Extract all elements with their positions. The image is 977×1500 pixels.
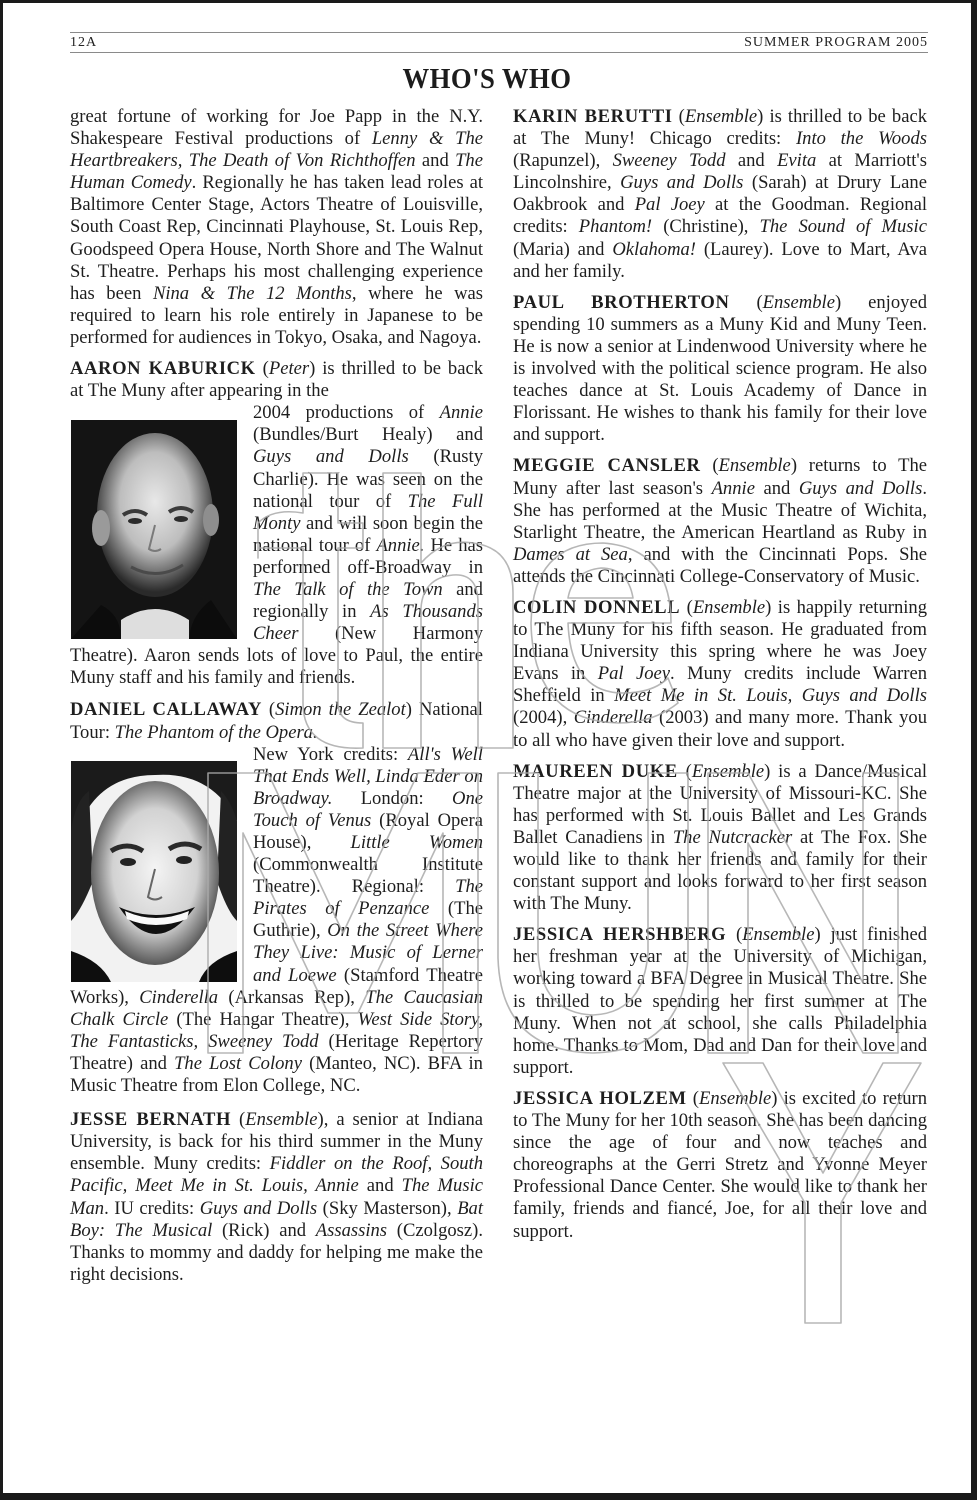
bio-text: just finished her freshman year at the University of Michigan, working toward a BFA Degree in Musical Theatre. She is thrilled to be spending her first summer at The Muny. When not at school, she calls Philadelphia home. Thanks to Mom, Dad and Dan for their love and support. xyxy=(513,924,927,1078)
italic-title: Guys and Dolls xyxy=(798,477,923,499)
bio-jesse-bernath: JESSE BERNATH (Ensemble), a senior at Indiana University, is back for his third summer in the Muny ensemble. Muny credits: Fiddler on the Roof, South Pacific, Meet Me in St. Louis, Annie and The Music Man. IU credits: Guys and Dolls (Sky Masterson), Bat Boy: The Musical (Rick) and Assassins (Czolgosz). Thanks to mommy and daddy for helping me make the right decisions. xyxy=(70,1109,484,1285)
italic-title: Pal Joey xyxy=(597,663,671,685)
performer-role: Ensemble xyxy=(684,106,758,127)
italic-title: The Sound of Music xyxy=(759,216,927,238)
italic-title: All's Well That Ends Well, Linda Eder on Broadway. xyxy=(253,743,483,809)
performer-name: JESSE BERNATH xyxy=(70,1109,232,1131)
italic-title: Annie xyxy=(439,402,483,424)
performer-role: Ensemble xyxy=(691,760,765,782)
performer-role: Ensemble xyxy=(699,1087,772,1109)
italic-title: Annie xyxy=(711,477,755,499)
italic-title: Cinderella xyxy=(573,707,653,729)
italic-title: Little Women xyxy=(350,832,483,853)
italic-title: The Full Monty xyxy=(253,490,483,534)
bio-meggie-cansler: MEGGIE CANSLER (Ensemble) returns to The Muny after last season's Annie and Guys and Dolls. She has performed at the Music Theatre of Wichita, Starlight Theatre, the American Heartland as Ruby in Dames at Sea, and with the Cincinnati Pops. She attends the Cincinnati College-Conservatory of Music. xyxy=(513,455,927,587)
italic-title: The Nutcracker xyxy=(672,826,793,848)
bio-text: is happily returning to The Muny for his fifth season. He graduated from Indiana University this spring where he was Joey Evans in Pal Joey. Muny credits include Warren Sheffield in Meet Me in St. Louis, Guys and Dolls (2004), Cinderella (2003) and many more. Thank you to all who have given their love and support. xyxy=(513,596,928,751)
performer-role: Peter xyxy=(268,358,310,380)
header-rule-bottom xyxy=(70,52,928,53)
italic-title: Guys and Dolls xyxy=(199,1197,318,1219)
performer-role: Ensemble xyxy=(245,1109,318,1131)
italic-title: The Human Comedy xyxy=(70,150,483,194)
bio-text: 2004 productions of Annie (Bundles/Burt Healy) and Guys and Dolls (Rusty Charlie). He was seen on the national tour of The Full Monty and will soon begin the national tour of Annie. He has performed off-Broadway in The Talk of the Town and regionally in As Thousands Cheer (New Harmony Theatre). Aaron sends lots of love to Paul, the entire Muny staff and his family and friends. xyxy=(70,402,484,689)
italic-title: The Talk of the Town xyxy=(253,578,443,600)
performer-name: MEGGIE CANSLER xyxy=(513,455,701,477)
performer-name: JESSICA HERSHBERG xyxy=(513,924,727,946)
performer-name: PAUL BROTHERTON xyxy=(513,291,730,313)
headshot-image xyxy=(71,420,237,639)
italic-title: The Pirates of Penzance xyxy=(253,876,483,920)
bio-continued xyxy=(70,106,483,349)
italic-title: Lenny & The Heartbreakers, The Death of Von Richthoffen xyxy=(70,128,483,172)
bio-jessica-holzem: JESSICA HOLZEM (Ensemble) is excited to return to The Muny for her 10th season. She has been dancing since the age of four and now teaches and choreographs at the Gerri Stretz and Yvonne Meyer Professional Dance Center. She would like to thank her family, friends and fiancé, Joe, for all their love and support. xyxy=(513,1087,927,1242)
bio-text: returns to The Muny after last season's Annie and Guys and Dolls. She has performed at the Music Theatre of Wichita, Starlight Theatre, the American Heartland as Ruby in Dames at Sea, and with the Cincinnati Pops. She attends the Cincinnati College-Conservatory of Music. xyxy=(513,455,927,587)
italic-title: Fiddler on the Roof, South Pacific, Meet Me in St. Louis, Annie xyxy=(70,1153,483,1197)
italic-title: The Phantom of the Opera. xyxy=(114,721,318,743)
italic-title: Guys and Dolls xyxy=(253,446,409,468)
performer-role: Ensemble xyxy=(742,924,815,946)
bio-colin-donnell: COLIN DONNELL (Ensemble) is happily returning to The Muny for his fifth season. He graduated from Indiana University this spring where he was Joey Evans in Pal Joey. Muny credits include Warren Sheffield in Meet Me in St. Louis, Guys and Dolls (2004), Cinderella (2003) and many more. Thank you to all who have given their love and support. xyxy=(513,596,928,751)
performer-name: DANIEL CALLAWAY xyxy=(70,699,262,721)
italic-title: The Music Man xyxy=(70,1175,483,1219)
performer-name: AARON KABURICK xyxy=(70,358,256,380)
performer-name: JESSICA HOLZEM xyxy=(513,1087,687,1109)
page-number: 12A xyxy=(70,35,98,50)
publication-name: SUMMER PROGRAM 2005 xyxy=(744,35,928,50)
bio-maureen-duke: MAUREEN DUKE (Ensemble) is a Dance/Musical Theatre major at the University of Missouri-KC. She has performed with St. Louis Ballet and Les Grands Ballet Canadiens in The Nutcracker at The Fox. She would like to thank her friends and family for their constant support and looks forward to her first season with The Muny. xyxy=(513,760,927,915)
italic-title: Sweeney Todd xyxy=(612,150,726,172)
italic-title: Into the Woods xyxy=(795,128,927,150)
italic-title: Guys and Dolls xyxy=(620,172,744,194)
bio-paul-brotherton: PAUL BROTHERTON (Ensemble) enjoyed spending 10 summers as a Muny Kid and Muny Teen. He is now a senior at Lindenwood University where he is involved with the political science program. He also teaches dance at St. Louis Academy of Dance in Florissant. He wishes to thank his family for their love and support. xyxy=(513,291,927,446)
italic-title: Evita xyxy=(777,150,817,172)
italic-title: Assassins xyxy=(315,1219,388,1241)
bio-text: is excited to return to The Muny for her 10th season. She has been dancing since the age of four and now teaches and choreographs at the Gerri Stretz and Yvonne Meyer Professional Dance Center. She would like to thank her family, friends and fiancé, Joe, for all their love and support. xyxy=(513,1087,927,1242)
performer-role: Simon the Zealot xyxy=(275,699,406,721)
italic-title: Cinderella xyxy=(139,986,219,1008)
italic-title: One Touch of Venus xyxy=(253,787,483,831)
header-rule-top xyxy=(70,32,928,33)
bio-text: New York credits: All's Well That Ends Well, Linda Eder on Broadway. London: One Touch of Venus (Royal Opera House), Little Women (Commonwealth Institute Theatre). Regional: The Pirates of Penzance (The Guthrie), On the Street Where They Live: Music of Lerner and Loewe (Stamford Theatre Works), Cinderella (Arkansas Rep), The Caucasian Chalk Circle (The Hangar Theatre), West Side Story, The Fantasticks, Sweeney Todd (Heritage Repertory Theatre) and The Lost Colony (Manteo, NC). BFA in Music Theatre from Elon College, NC. xyxy=(70,743,484,1097)
bio-text: is a Dance/Musical Theatre major at the University of Missouri-KC. She has performed with St. Louis Ballet and Les Grands Ballet Canadiens in The Nutcracker at The Fox. She would like to thank her friends and family for their constant support and looks forward to her first season with The Muny. xyxy=(513,760,927,915)
program-page xyxy=(3,3,971,1493)
bio-text: , a senior at Indiana University, is back for his third summer in the Muny ensemble. Muny credits: Fiddler on the Roof, South Pacific, Meet Me in St. Louis, Annie and The Music Man. IU credits: Guys and Dolls (Sky Masterson), Bat Boy: The Musical (Rick) and Assassins (Czolgosz). Thanks to mommy and daddy for helping me make the right decisions. xyxy=(70,1109,484,1285)
performer-role: Ensemble xyxy=(762,291,835,313)
bio-daniel-callaway: DANIEL CALLAWAY (Simon the Zealot) National Tour: The Phantom of the Opera. New York credits: All's Well That Ends Well, Linda Eder on Broadway. London: One Touch of Venus (Royal Opera House), Little Women (Commonwealth Institute Theatre). Regional: The Pirates of Penzance (The Guthrie), On the Street Where They Live: Music of Lerner and Loewe (Stamford Theatre Works), Cinderella (Arkansas Rep), The Caucasian Chalk Circle (The Hangar Theatre), West Side Story, The Fantasticks, Sweeney Todd (Heritage Repertory Theatre) and The Lost Colony (Manteo, NC). BFA in Music Theatre from Elon College, NC. xyxy=(70,699,484,1097)
performer-role: Ensemble xyxy=(718,455,791,477)
italic-title: Dames at Sea xyxy=(513,543,628,565)
italic-title: Phantom! xyxy=(578,216,653,238)
performer-name: MAUREEN DUKE xyxy=(513,760,678,782)
italic-title: Meet Me in St. Louis, Guys and Dolls xyxy=(614,685,927,707)
italic-title: Pal Joey xyxy=(634,194,705,216)
performer-role: Ensemble xyxy=(692,596,766,618)
bio-jessica-hershberg: JESSICA HERSHBERG (Ensemble) just finished her freshman year at the University of Michigan, working toward a BFA Degree in Musical Theatre. She is thrilled to be spending her first summer at The Muny. When not at school, she calls Philadelphia home. Thanks to Mom, Dad and Dan for their love and support. xyxy=(513,924,927,1078)
performer-name: COLIN DONNELL xyxy=(513,596,681,618)
running-head xyxy=(70,34,928,52)
italic-title: The Caucasian Chalk Circle xyxy=(70,986,483,1030)
italic-title: The Lost Colony xyxy=(174,1052,302,1074)
italic-title: Oklahoma! xyxy=(612,238,696,260)
bio-text: is thrilled to be back at The Muny! Chicago credits: Into the Woods (Rapunzel), Sweeney Todd and Evita at Marriott's Lincolnshire, Guys and Dolls (Sarah) at Drury Lane Oakbrook and Pal Joey at the Goodman. Regional credits: Phantom! (Christine), The Sound of Music (Maria) and Oklahoma! (Laurey). Love to Mart, Ava and her family. xyxy=(513,106,927,282)
italic-title: As Thousands Cheer xyxy=(253,601,483,645)
italic-title: Nina & The 12 Months xyxy=(152,282,352,304)
page-title: WHO'S WHO xyxy=(402,63,572,95)
italic-title: Annie. xyxy=(376,534,425,556)
bio-aaron-kaburick: AARON KABURICK (Peter) is thrilled to be back at The Muny after appearing in the 2004 productions of Annie (Bundles/Burt Healy) and Guys and Dolls (Rusty Charlie). He was seen on the national tour of The Full Monty and will soon begin the national tour of Annie. He has performed off-Broadway in The Talk of the Town and regionally in As Thousands Cheer (New Harmony Theatre). Aaron sends lots of love to Paul, the entire Muny staff and his family and friends. xyxy=(70,358,484,689)
bio-text: great fortune of working for Joe Papp in the N.Y. Shakespeare Festival productions of Lenny & The Heartbreakers, The Death of Von Richthoffen and The Human Comedy. Regionally he has taken lead roles at Baltimore Center Stage, Actors Theatre of Louisville, South Coast Rep, Cincinnati Playhouse, St. Louis Rep, Goodspeed Opera House, North Shore and The Walnut St. Theatre. Perhaps his most challenging experience has been Nina & The 12 Months, where he was required to learn his role entirely in Japanese to be performed for audiences in Tokyo, Osaka, and Nagoya. xyxy=(70,106,484,348)
headshot-photo-daniel-callaway xyxy=(71,761,237,982)
left-column xyxy=(70,106,483,1295)
headshot-image xyxy=(71,761,237,982)
right-column xyxy=(513,106,927,1252)
headshot-photo-aaron-kaburick xyxy=(71,420,237,639)
performer-name: KARIN BERUTTI xyxy=(513,106,673,127)
bio-karin-berutti: KARIN BERUTTI (Ensemble) is thrilled to be back at The Muny! Chicago credits: Into the Woods (Rapunzel), Sweeney Todd and Evita at Marriott's Lincolnshire, Guys and Dolls (Sarah) at Drury Lane Oakbrook and Pal Joey at the Goodman. Regional credits: Phantom! (Christine), The Sound of Music (Maria) and Oklahoma! (Laurey). Love to Mart, Ava and her family. xyxy=(513,106,927,282)
italic-title: On the Street Where They Live: Music of Lerner and Loewe xyxy=(253,920,484,986)
italic-title: West Side Story, The Fantasticks, Sweeney Todd xyxy=(70,1008,484,1052)
bio-text: enjoyed spending 10 summers as a Muny Kid and Muny Teen. He is now a senior at Lindenwood University where he is involved with the political science program. He also teaches dance at St. Louis Academy of Dance in Florissant. He wishes to thank his family for their love and support. xyxy=(513,291,927,446)
italic-title: Bat Boy: The Musical xyxy=(70,1197,484,1241)
